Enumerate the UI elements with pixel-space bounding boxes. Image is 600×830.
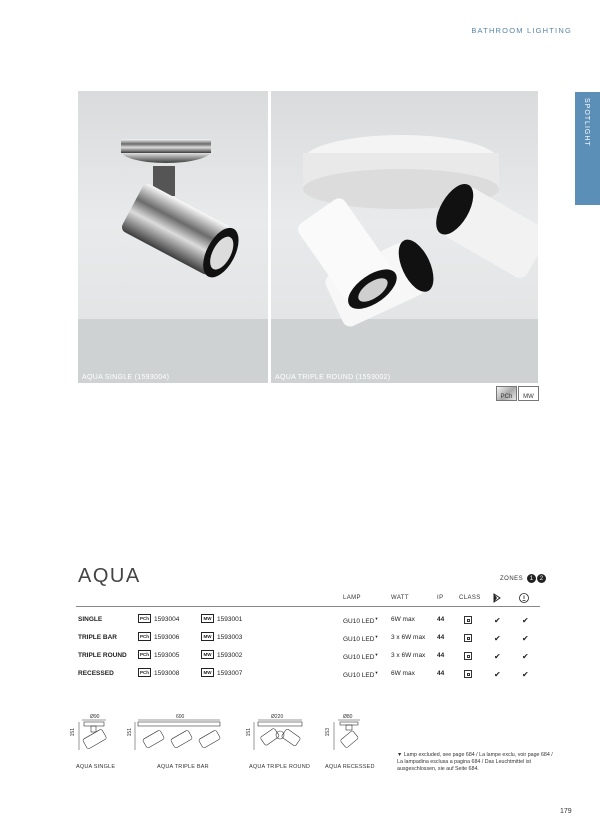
- check-icon: ✔: [522, 634, 529, 643]
- section-title: BATHROOM LIGHTING: [471, 26, 572, 35]
- footnote-marker: ▼: [397, 752, 403, 758]
- aqua-triple-round-image: [271, 91, 538, 383]
- table-row: [76, 665, 540, 683]
- table-header-rule: [76, 606, 540, 607]
- pch-tag: PCh: [140, 652, 149, 657]
- watt: 6W max: [391, 670, 415, 677]
- finish-polished-chrome: PCh: [496, 386, 517, 401]
- watt: 6W max: [391, 616, 415, 623]
- check-icon: ✔: [494, 670, 501, 679]
- table-row: [76, 629, 540, 647]
- ip-rating: 44: [437, 634, 445, 641]
- page-number: 179: [560, 808, 572, 815]
- class-2-icon: [464, 652, 472, 660]
- mw-tag: MW: [201, 632, 214, 641]
- lamp-marker: ▼: [374, 616, 379, 621]
- check-icon: ✔: [522, 652, 529, 661]
- lamp: [343, 616, 378, 625]
- dim-bar-length: 600: [176, 714, 185, 720]
- watt: 3 x 6W max: [391, 634, 426, 641]
- lamp: [343, 670, 378, 679]
- row-name: TRIPLE BAR: [78, 634, 117, 641]
- dim-recessed-diameter: Ø80: [343, 714, 353, 720]
- dim-round-height: 151: [246, 728, 252, 737]
- drawing-label-single: AQUA SINGLE: [76, 764, 116, 770]
- mw-tag: MW: [201, 650, 214, 659]
- lamp-type: GU10 LED: [343, 672, 375, 680]
- finish-matt-white: MW: [518, 386, 539, 401]
- mw-tag: MW: [201, 668, 214, 677]
- col-ip: IP: [437, 595, 444, 601]
- pch-code: 1593006: [154, 634, 180, 641]
- dim-bar-height: 151: [127, 728, 133, 737]
- ip-rating: 44: [437, 616, 445, 623]
- lamp-marker: ▼: [374, 634, 379, 639]
- pch-tag: PCh: [140, 634, 149, 639]
- aqua-single-image: [78, 91, 268, 383]
- dim-single-height: 151: [70, 728, 76, 737]
- class-2-icon: [464, 670, 472, 678]
- lamp-type: GU10 LED: [343, 654, 375, 662]
- lamp: [343, 634, 378, 643]
- drawing-label-triple-bar: AQUA TRIPLE BAR: [157, 764, 209, 770]
- check-icon: ✔: [522, 670, 529, 679]
- mw-code: 1593003: [217, 634, 243, 641]
- col-class: CLASS: [459, 595, 481, 601]
- lamp-marker: ▼: [374, 670, 379, 675]
- zone-2-icon: 2: [537, 574, 546, 583]
- footnote-text: Lamp excluded, see page 684 / La lampe exclu, voir page 684 / La lampadina esclusa a pagina 684 / Das Leuchtmittel ist ausgeschlossen, sie auf Seite 684.: [397, 752, 553, 772]
- photo-aqua-triple-round: [271, 91, 538, 383]
- dim-round-diameter: Ø220: [271, 714, 284, 720]
- table-row: [76, 647, 540, 665]
- pch-tag: PCh: [140, 670, 149, 675]
- row-name: TRIPLE ROUND: [78, 652, 127, 659]
- dim-recessed-height: 153: [325, 728, 331, 737]
- footnote: [397, 752, 557, 773]
- table-row: [76, 611, 540, 629]
- col-lamp: LAMP: [343, 595, 361, 601]
- lamp: [343, 652, 378, 661]
- watt: 3 x 6W max: [391, 652, 426, 659]
- col-watt: WATT: [391, 595, 409, 601]
- row-name: RECESSED: [78, 670, 114, 677]
- photo-aqua-single: [78, 91, 268, 383]
- zones-label: ZONES: [500, 575, 524, 582]
- drawing-label-recessed: AQUA RECESSED: [325, 764, 375, 770]
- lamp-marker: ▼: [374, 652, 379, 657]
- check-icon: ✔: [522, 616, 529, 625]
- zones: [500, 574, 546, 583]
- pch-code: 1593008: [154, 670, 180, 677]
- photo-caption: AQUA TRIPLE ROUND (1593002): [275, 374, 391, 381]
- zone-1-icon: 1: [527, 574, 536, 583]
- pch-tag: PCh: [140, 616, 149, 621]
- ip-rating: 44: [437, 670, 445, 677]
- check-icon: ✔: [494, 652, 501, 661]
- mw-code: 1593007: [217, 670, 243, 677]
- drawing-label-triple-round: AQUA TRIPLE ROUND: [249, 764, 311, 770]
- dim-single-diameter: Ø90: [90, 714, 100, 720]
- pch-code: 1593004: [154, 616, 180, 623]
- lamp-info-icon: [518, 592, 530, 604]
- lamp-type: GU10 LED: [343, 636, 375, 644]
- adjustable-icon: [491, 592, 503, 604]
- lamp-type: GU10 LED: [343, 618, 375, 626]
- side-tab-label: SPOTLIGHT: [583, 98, 590, 147]
- mw-code: 1593002: [217, 652, 243, 659]
- photo-caption: AQUA SINGLE (1593004): [82, 374, 170, 381]
- mw-code: 1593001: [217, 616, 243, 623]
- class-2-icon: [464, 634, 472, 642]
- check-icon: ✔: [494, 616, 501, 625]
- mw-tag: MW: [201, 614, 214, 623]
- check-icon: ✔: [494, 634, 501, 643]
- class-2-icon: [464, 616, 472, 624]
- side-tab: [575, 92, 600, 205]
- product-title: AQUA: [78, 565, 141, 587]
- row-name: SINGLE: [78, 616, 103, 623]
- ip-rating: 44: [437, 652, 445, 659]
- pch-code: 1593005: [154, 652, 180, 659]
